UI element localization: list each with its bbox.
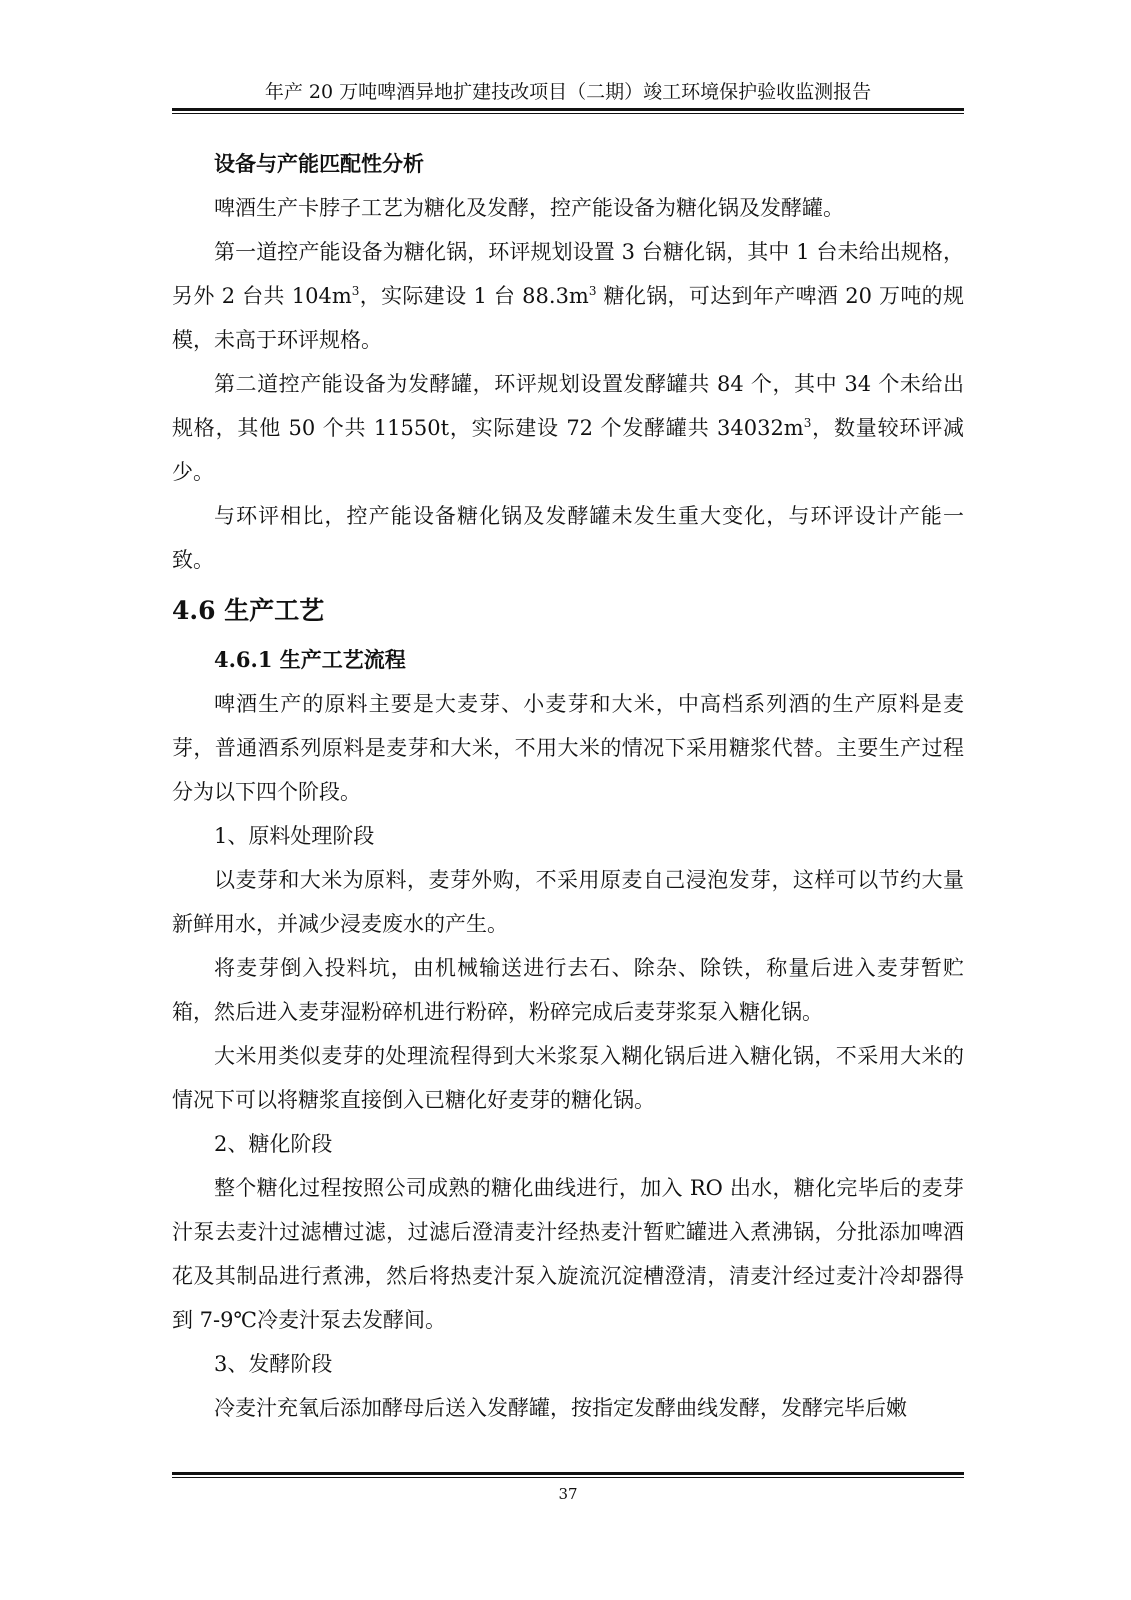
paragraph-1: 啤酒生产卡脖子工艺为糖化及发酵，控产能设备为糖化锅及发酵罐。	[214, 196, 844, 220]
footer-rule-thin	[172, 1477, 964, 1478]
paragraph-3	[172, 362, 964, 494]
paragraph-2-part-a: 第一道控产能设备为糖化锅，环评规划设置 3 台糖化锅，其中 1 台未给出规格，另外 2 台共 104m	[172, 240, 964, 308]
section-4-6-heading: 4.6 生产工艺	[172, 596, 325, 625]
page-header-title: 年产 20 万吨啤酒异地扩建技改项目（二期）竣工环境保护验收监测报告	[264, 81, 872, 103]
page-number: 37	[558, 1485, 578, 1503]
stage-3-title: 3、发酵阶段	[214, 1352, 333, 1376]
section-heading: 设备与产能匹配性分析	[214, 151, 424, 176]
paragraph-6: 以麦芽和大米为原料，麦芽外购，不采用原麦自己浸泡发芽，这样可以节约大量新鲜用水，并减少浸麦废水的产生。	[172, 868, 964, 936]
stage-1-title: 1、原料处理阶段	[214, 824, 375, 848]
paragraph-2-part-c: 糖化锅，可达到年产啤酒 20 万吨的规模，未高于环评规格。	[172, 284, 965, 352]
stage-2-title: 2、糖化阶段	[214, 1132, 333, 1156]
paragraph-7: 将麦芽倒入投料坑，由机械输送进行去石、除杂、除铁，称量后进入麦芽暂贮箱，然后进入麦芽湿粉碎机进行粉碎，粉碎完成后麦芽浆泵入糖化锅。	[172, 956, 964, 1024]
paragraph-8: 大米用类似麦芽的处理流程得到大米浆泵入糊化锅后进入糖化锅，不采用大米的情况下可以将糖浆直接倒入已糖化好麦芽的糖化锅。	[172, 1044, 964, 1112]
paragraph-3-part-b: ，数量较环评减少。	[172, 416, 964, 484]
paragraph-10: 冷麦汁充氧后添加酵母后送入发酵罐，按指定发酵曲线发酵，发酵完毕后嫩	[214, 1396, 907, 1420]
footer-rule	[172, 1472, 964, 1475]
paragraph-2	[172, 230, 964, 362]
section-4-6-1-heading: 4.6.1 生产工艺流程	[214, 647, 406, 672]
paragraph-5: 啤酒生产的原料主要是大麦芽、小麦芽和大米，中高档系列酒的生产原料是麦芽，普通酒系列原料是麦芽和大米，不用大米的情况下采用糖浆代替。主要生产过程分为以下四个阶段。	[172, 692, 964, 804]
document-body	[172, 142, 964, 1430]
paragraph-3-part-a: 第二道控产能设备为发酵罐，环评规划设置发酵罐共 84 个，其中 34 个未给出规格，其他 50 个共 11550t，实际建设 72 个发酵罐共 34032m	[172, 372, 964, 440]
header-rule-thin	[172, 113, 964, 114]
superscript: 3	[803, 416, 812, 430]
superscript: 3	[588, 284, 597, 298]
header-rule	[172, 108, 964, 111]
superscript: 3	[351, 284, 360, 298]
paragraph-9: 整个糖化过程按照公司成熟的糖化曲线进行，加入 RO 出水，糖化完毕后的麦芽汁泵去麦汁过滤槽过滤，过滤后澄清麦汁经热麦汁暂贮罐进入煮沸锅，分批添加啤酒花及其制品进行煮沸，然后将热麦汁泵入旋流沉淀槽澄清，清麦汁经过麦汁冷却器得到 7-9℃冷麦汁泵去发酵间。	[172, 1176, 964, 1332]
paragraph-4: 与环评相比，控产能设备糖化锅及发酵罐未发生重大变化，与环评设计产能一致。	[172, 504, 964, 572]
paragraph-2-part-b: ，实际建设 1 台 88.3m	[359, 284, 589, 308]
